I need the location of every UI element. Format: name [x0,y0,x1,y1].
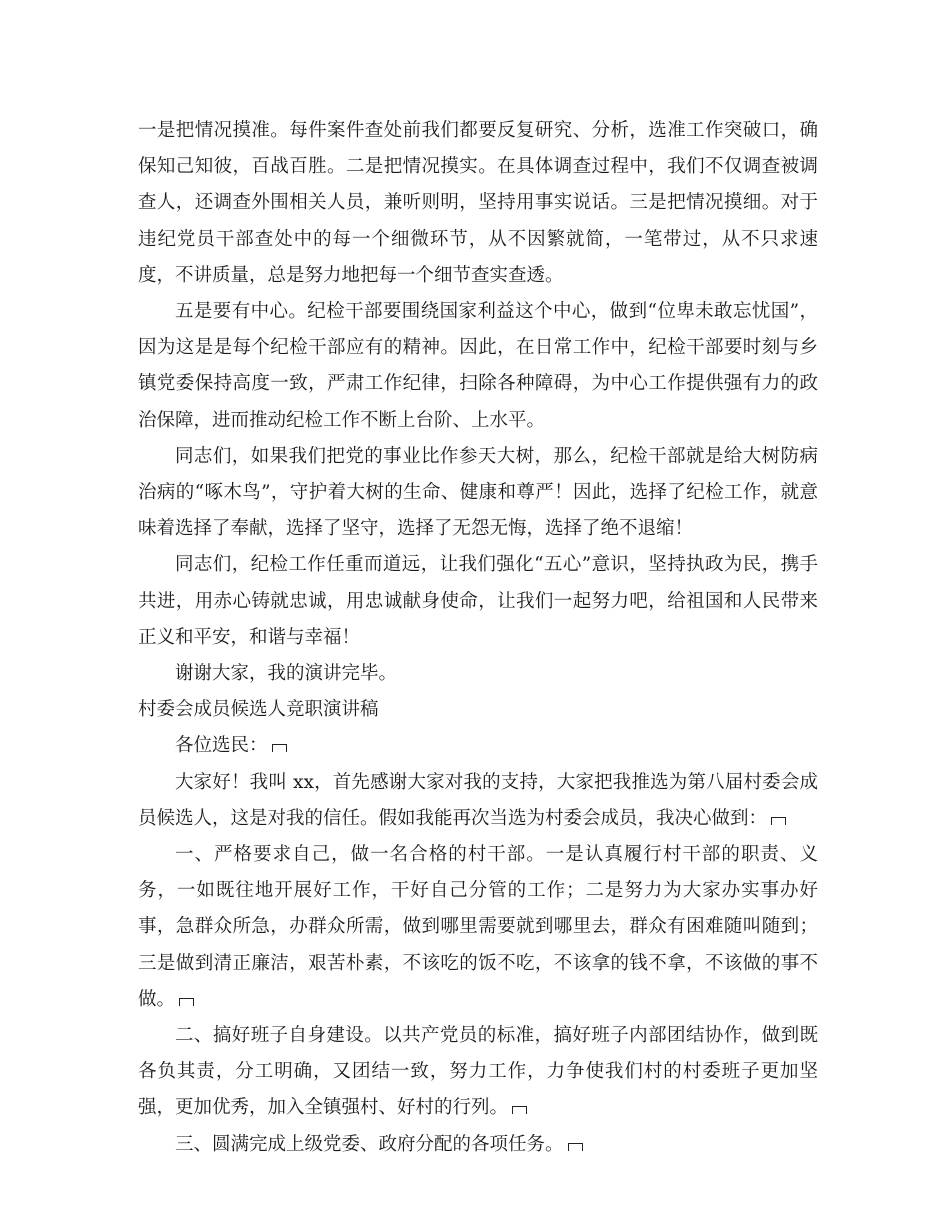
paragraph-mark-icon [568,1143,583,1151]
paragraph-text: 谢谢大家，我的演讲完毕。 [175,663,398,685]
paragraph-pledge-one [138,837,818,1018]
paragraph-fifth-point [138,294,818,439]
paragraph-mark-icon [771,817,786,825]
paragraph-mark-icon [272,744,287,752]
paragraph-salutation [138,728,818,764]
paragraph-text: 五是要有中心。纪检干部要围绕国家利益这个中心，做到“位卑未敢忘忧国”，因为这是是每个纪检干部应有的精神。因此，在日常工作中，纪检干部要时刻与乡镇党委保持高度一致，严肃工作纪律，扫除各种障碍，为中心工作提供强有力的政治保障，进而推动纪检工作不断上台阶、上水平。 [138,301,818,431]
paragraph-text: 大家好！我叫 xx，首先感谢大家对我的支持，大家把我推选为第八届村委会成员候选人，这是对我的信任。假如我能再次当选为村委会成员，我决心做到： [138,771,818,829]
paragraph-greeting [138,765,818,837]
section-title-text: 村委会成员候选人竞职演讲稿 [138,699,379,721]
paragraph-text: 一、严格要求自己，做一名合格的村干部。一是认真履行村干部的职责、义务，一如既往地开展好工作，干好自己分管的工作；二是努力为大家办实事办好事，急群众所急，办群众所需，做到哪里需要就到哪里去，群众有困难随叫随到；三是做到清正廉洁，艰苦朴素，不该吃的饭不吃，不该拿的钱不拿，不该做的事不做。 [138,844,818,1010]
paragraph-pledge-two [138,1018,818,1127]
paragraph-text: 一是把情况摸准。每件案件查处前我们都要反复研究、分析，选准工作突破口，确保知己知彼，百战百胜。二是把情况摸实。在具体调查过程中，我们不仅调查被调查人，还调查外围相关人员，兼听则明，坚持用事实说话。三是把情况摸细。对于违纪党员干部查处中的每一个细微环节，从不因繁就简，一笔带过，从不只求速度，不讲质量，总是努力地把每一个细节查实查透。 [138,120,818,286]
paragraph-woodpecker [138,439,818,548]
paragraph-pledge-three [138,1127,818,1163]
paragraph-mark-icon [179,998,194,1006]
paragraph-closing-call [138,547,818,656]
paragraph-thanks [138,656,818,692]
paragraph-text: 三、圆满完成上级党委、政府分配的各项任务。 [175,1133,564,1155]
paragraph-text: 二、搞好班子自身建设。以共产党员的标准，搞好班子内部团结协作，做到既各负其责，分工明确，又团结一致，努力工作，力争使我们村的村委班子更加坚强，更加优秀，加入全镇强村、好村的行列。 [138,1025,818,1119]
paragraph-text: 同志们，纪检工作任重而道远，让我们强化“五心”意识，坚持执政为民，携手共进，用赤心铸就忠诚，用忠诚献身使命，让我们一起努力吧，给祖国和人民带来正义和平安，和谐与幸福！ [138,554,818,648]
paragraph-text: 各位选民： [175,735,268,757]
document-page [138,113,818,1163]
paragraph-text: 同志们，如果我们把党的事业比作参天大树，那么，纪检干部就是给大树防病治病的“啄木鸟”，守护着大树的生命、健康和尊严！因此，选择了纪检工作，就意味着选择了奉献，选择了坚守，选择了无怨无悔，选择了绝不退缩！ [138,445,818,540]
section-title [138,692,818,728]
paragraph-investigation [138,113,818,294]
paragraph-mark-icon [512,1106,527,1114]
